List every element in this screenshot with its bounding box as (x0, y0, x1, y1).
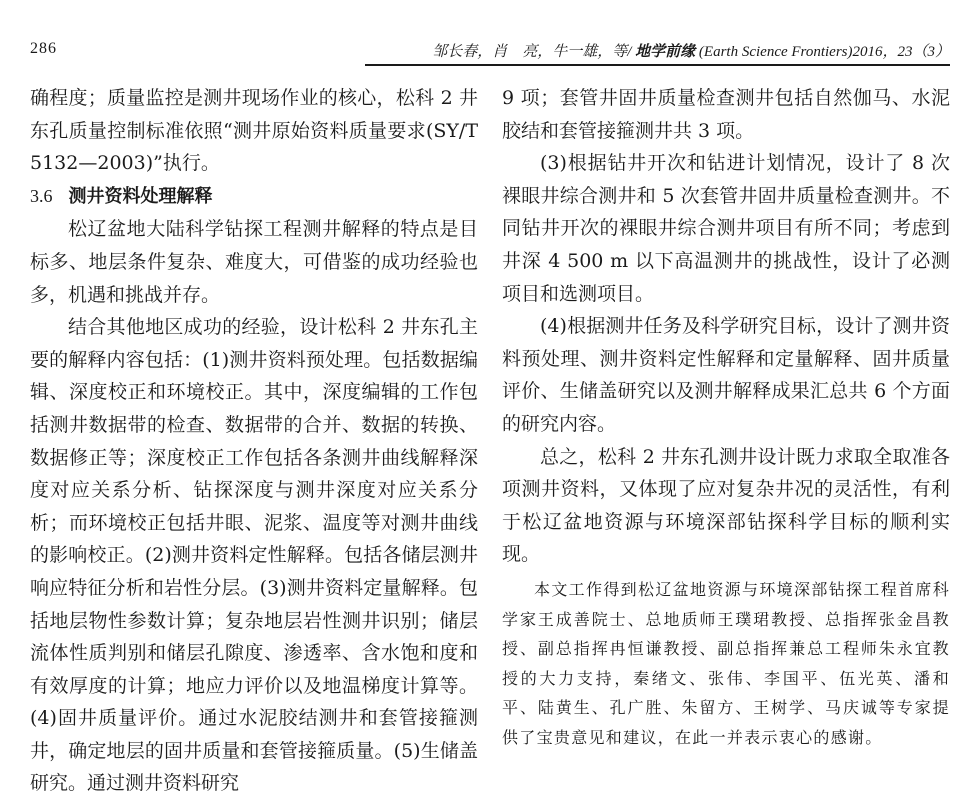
running-head (432, 40, 950, 61)
right-paragraph-4: 总之，松科 2 井东孔测井设计既力求取全取准各项测井资料，又体现了应对复杂井况的灵活性，有利于松辽盆地资源与环境深部钻探科学目标的顺利实现。 (502, 445, 950, 566)
left-paragraph-1: 确程度；质量监控是测井现场作业的核心，松科 2 井东孔质量控制标准依照“测井原始资料质量要求(SY/T 5132—2003)”执行。 (30, 87, 478, 175)
left-paragraph-2: 松辽盆地大陆科学钻探工程测井解释的特点是目标多、地层条件复杂、难度大，可借鉴的成功经验也多，机遇和挑战并存。 (30, 218, 478, 306)
header-journal-cn: 地学前缘 (635, 42, 696, 60)
acknowledgement: 本文工作得到松辽盆地资源与环境深部钻探工程首席科学家王成善院士、总地质师王璞珺教授、总指挥张金昌教授、副总指挥冉恒谦教授、副总指挥兼总工程师朱永宜教授的大力支持，秦绪文、张伟、李国平、伍光英、潘和平、陆黄生、孔广胜、朱留方、王树学、马庆诚等专家提供了宝贵意见和建议，在此一并表示衷心的感谢。 (502, 579, 950, 747)
section-heading (30, 180, 478, 214)
right-paragraph-3: (4)根据测井任务及科学研究目标，设计了测井资料预处理、测井资料定性解释和定量解释、固井质量评价、生储盖研究以及测井解释成果汇总共 6 个方面的研究内容。 (502, 315, 950, 435)
page-number: 286 (30, 40, 57, 57)
header-authors: 邹长春，肖 亮，牛一雄，等/ (432, 44, 632, 60)
left-paragraph-3: 结合其他地区成功的经验，设计松科 2 井东孔主要的解释内容包括：(1)测井资料预处理。包括数据编辑、深度校正和环境校正。其中，深度编辑的工作包括测井数据带的检查、数据带的合并、数据的转换、数据修正等；深度校正工作包括各条测井曲线解释深度对应关系分析、钻探深度与测井深度对应关系分析；而环境校正包括井眼、泥浆、温度等对测井曲线的影响校正。(2)测井资料定性解释。包括各储层测井响应特征分析和岩性分层。(3)测井资料定量解释。包括地层物性参数计算；复杂地层岩性测井识别；储层流体性质判别和储层孔隙度、渗透率、含水饱和度和有效厚度的计算；地应力评价以及地温梯度计算等。(4)固井质量评价。通过水泥胶结测井和套管接箍测井，确定地层的固井质量和套管接箍质量。(5)生储盖研究。通过测井资料研究 (30, 316, 478, 795)
left-column (30, 82, 478, 800)
right-paragraph-2: (3)根据钻井开次和钻进计划情况，设计了 8 次裸眼井综合测井和 5 次套管井固井质量检查测井。不同钻井开次的裸眼井综合测井项目有所不同；考虑到井深 4 500 m 以下高温测井的挑战性，设计了必测项目和选测项目。 (502, 152, 950, 305)
right-paragraph-1: 9 项；套管井固井质量检查测井包括自然伽马、水泥胶结和套管接箍测井共 3 项。 (502, 87, 950, 142)
header-journal-en: (Earth Science Frontiers)2016，23（3） (698, 44, 950, 60)
section-title: 测井资料处理解释 (68, 185, 213, 207)
right-column (502, 82, 950, 752)
header-rule (365, 64, 950, 66)
section-number: 3.6 (30, 185, 53, 206)
running-header (30, 38, 950, 64)
